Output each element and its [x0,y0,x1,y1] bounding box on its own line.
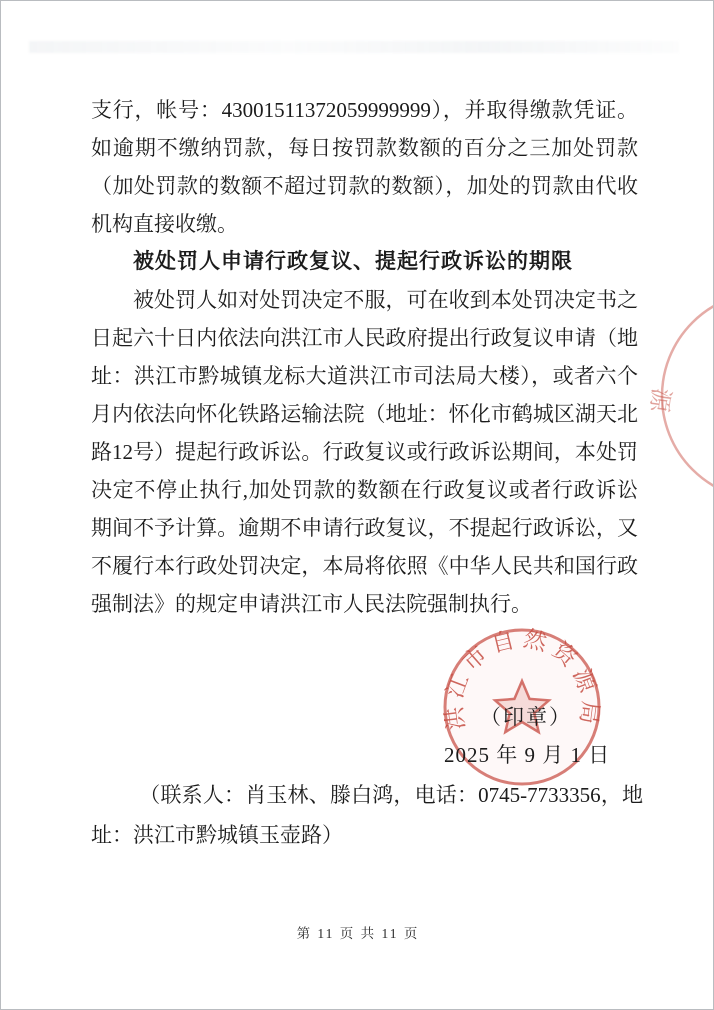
scan-artifact [29,41,679,53]
cross-page-seal [641,304,714,492]
seal-placeholder-label: （印章） [480,705,572,729]
cross-page-seal-graphic [641,304,714,492]
section-heading: 被处罚人申请行政复议、提起行政诉讼的期限 [133,250,573,273]
seal-ring-text: 洪江市自然资源局 [440,625,604,732]
paragraph-appeal: 被处罚人如对处罚决定不服，可在收到本处罚决定书之日起六十日内依法向洪江市人民政府提出行政复议申请（地址：洪江市黔城镇龙标大道洪江市司法局大楼），或者六个月内依法向怀化铁路运输法院（地址：怀化市鹤城区湖天北路12号）提起行政诉讼。行政复议或行政诉讼期间，本处罚决定不停止执行,加处罚款的数额在行政复议或者行政诉讼期间不予计算。逾期不申请行政复议，不提起行政诉讼，又不履行本行政处罚决定，本局将依照《中华人民共和国行政强制法》的规定申请洪江市人民法院强制执行。 [91,288,638,616]
document-body [91,91,638,623]
page-number: 第 11 页 共 11 页 [296,926,420,941]
contact-info: （联系人：肖玉林、滕白鸿，电话：0745-7733356，地址：洪江市黔城镇玉壶路） [91,783,643,847]
decision-date: 2025 年 9 月 1 日 [444,743,611,767]
cross-page-seal-char: 源 [644,386,674,414]
paragraph-payment: 支行，帐号：43001511372059999999），并取得缴款凭证。如逾期不缴纳罚款，每日按罚款数额的百分之三加处罚款（加处罚款的数额不超过罚款的数额），加处的罚款由代收机构直接收缴。 [91,98,638,236]
